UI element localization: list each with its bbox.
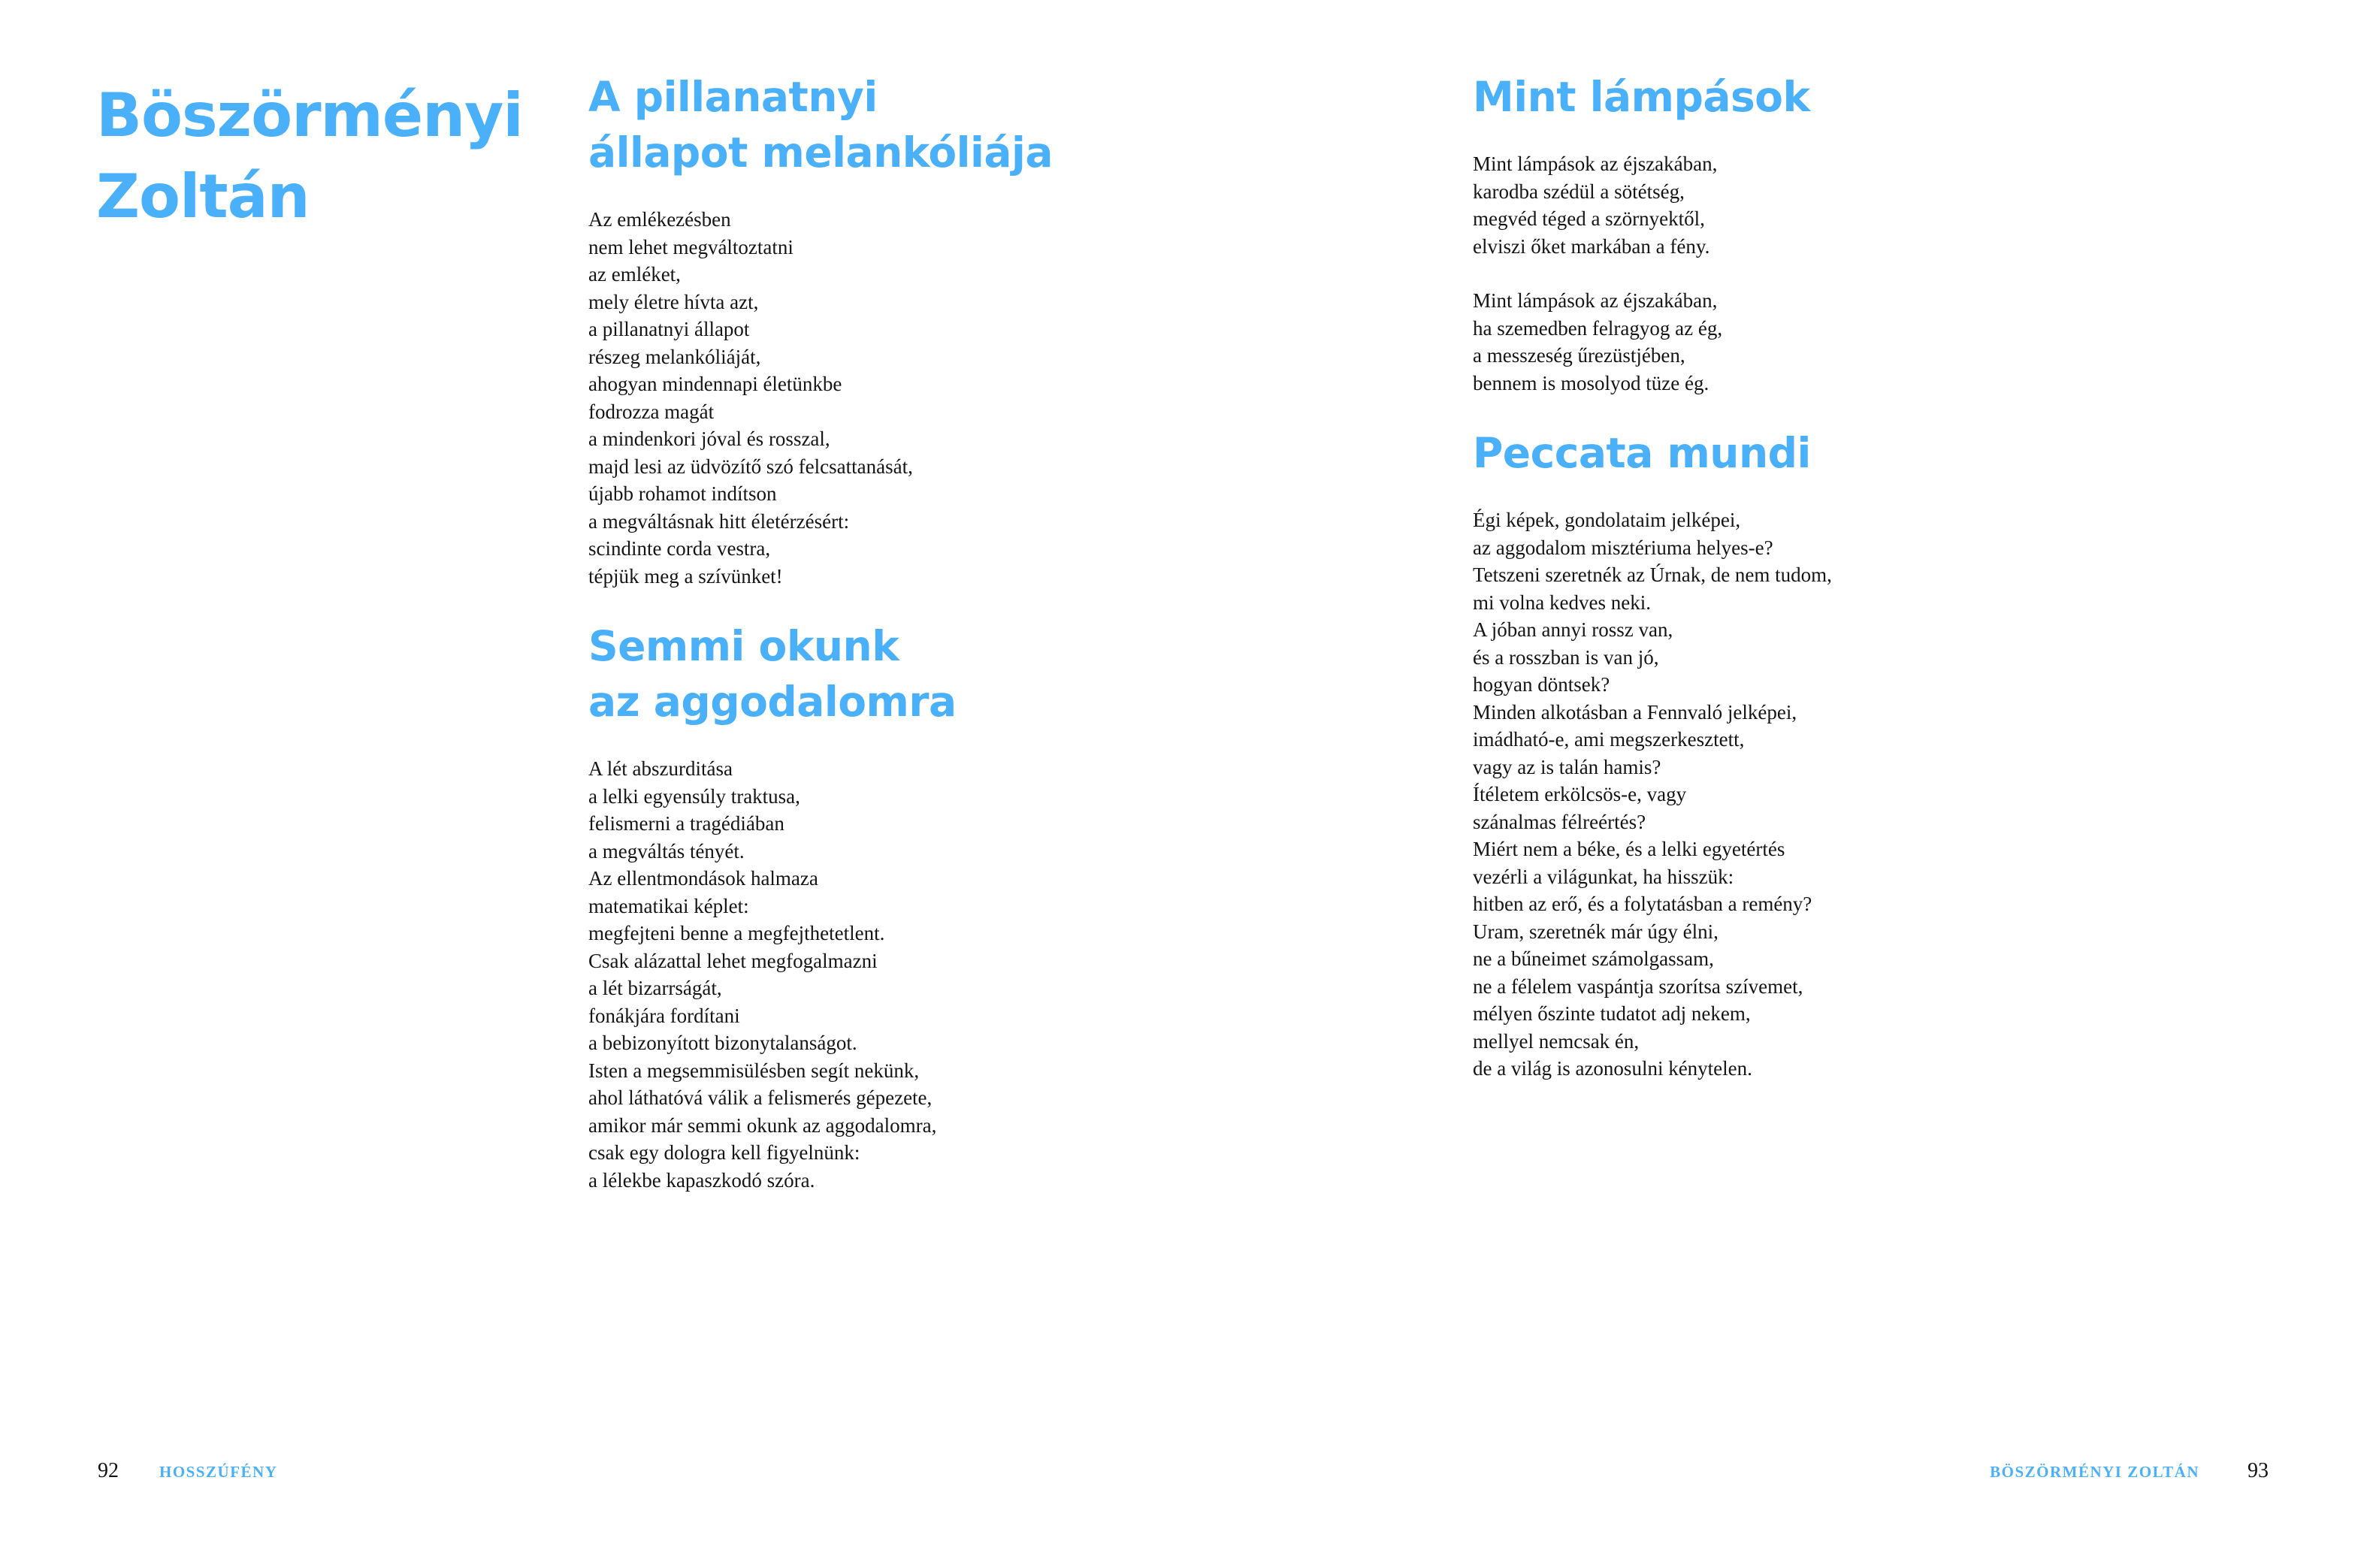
verse-line: de a világ is azonosulni kénytelen. xyxy=(1473,1057,1752,1080)
verse-line: elviszi őket markában a fény. xyxy=(1473,234,1710,258)
verse-line: karodba szédül a sötétség, xyxy=(1473,180,1685,203)
verse-line: felismerni a tragédiában xyxy=(588,812,784,835)
verse-line: az aggodalom misztériuma helyes-e? xyxy=(1473,536,1773,559)
verse-line: ahol láthatóvá válik a felismerés gépezete, xyxy=(588,1086,933,1109)
verse-line: ha szemedben felragyog az ég, xyxy=(1473,316,1723,340)
verse-line: a lélekbe kapaszkodó szóra. xyxy=(588,1168,815,1192)
verse-line: matematikai képlet: xyxy=(588,894,749,917)
verse-line: Mint lámpások az éjszakában, xyxy=(1473,289,1718,312)
verse-line: csak egy dologra kell figyelnünk: xyxy=(588,1141,860,1164)
verse-line: vagy az is talán hamis? xyxy=(1473,755,1661,778)
verse-line: a mindenkori jóval és rosszal, xyxy=(588,427,830,450)
verse-line: a megváltásnak hitt életérzésért: xyxy=(588,509,850,533)
poem-a-pillanatnyi-allapot xyxy=(588,69,1054,590)
verse-line: nem lehet megváltoztatni xyxy=(588,235,794,258)
verse-line: Miért nem a béke, és a lelki egyetértés xyxy=(1473,838,1785,860)
author-name-line-2: Zoltán xyxy=(96,162,310,231)
left-page-footer xyxy=(98,1459,277,1489)
verse-line: a lelki egyensúly traktusa, xyxy=(588,784,800,808)
verse-line: ne a félelem vaspántja szorítsa szívemet, xyxy=(1473,974,1803,998)
page-number: 92 xyxy=(98,1459,119,1482)
poem-title-line: Mint lámpások xyxy=(1473,73,1810,121)
verse-line: fonákjára fordítani xyxy=(588,1004,740,1027)
running-head-book-title: HOSSZÚFÉNY xyxy=(159,1463,278,1481)
verse-line: vezérli a világunkat, ha hisszük: xyxy=(1473,865,1734,888)
verse-line: scindinte corda vestra, xyxy=(588,537,771,560)
verse-line: újabb rohamot indítson xyxy=(588,482,777,505)
verse-line: mi volna kedves neki. xyxy=(1473,591,1651,614)
verse-line: mélyen őszinte tudatot adj nekem, xyxy=(1473,1002,1751,1025)
verse-line: a bebizonyított bizonytalanságot. xyxy=(588,1032,857,1054)
poem-title-line: Semmi okunk xyxy=(588,622,899,670)
verse-line: a pillanatnyi állapot xyxy=(588,318,750,340)
poem-title xyxy=(1473,69,1939,125)
right-poems-column xyxy=(1473,69,1939,1111)
verse-line: megfejteni benne a megfejthetetlent. xyxy=(588,922,885,944)
verse-line: hitben az erő, és a folytatásban a remény? xyxy=(1473,893,1812,915)
verse-line: az emléket, xyxy=(588,263,681,286)
verse-line: tépjük meg a szívünket! xyxy=(588,564,783,588)
poem-title xyxy=(588,69,1054,180)
poem-title-line: állapot melankóliája xyxy=(588,128,1053,177)
verse-line: ahogyan mindennapi életünkbe xyxy=(588,373,842,395)
poem-semmi-okunk xyxy=(588,618,1054,1194)
verse-line: imádható-e, ami megszerkesztett, xyxy=(1473,728,1745,751)
verse-line: A jóban annyi rossz van, xyxy=(1473,618,1673,641)
poem-title-line: az aggodalomra xyxy=(588,678,957,726)
verse-line: Égi képek, gondolataim jelképei, xyxy=(1473,509,1741,531)
right-page-footer xyxy=(1990,1459,2269,1489)
verse-line: bennem is mosolyod tüze ég. xyxy=(1473,371,1710,394)
verse-line: szánalmas félreértés? xyxy=(1473,810,1646,833)
poem-mint-lampasok xyxy=(1473,69,1939,397)
verse-line: Uram, szeretnék már úgy élni, xyxy=(1473,920,1719,943)
page-number: 93 xyxy=(2248,1459,2269,1482)
verse-line: részeg melankóliáját, xyxy=(588,345,761,368)
verse-line: mellyel nemcsak én, xyxy=(1473,1029,1640,1053)
stanza xyxy=(588,755,1054,1194)
stanza xyxy=(1473,150,1939,260)
right-page xyxy=(1184,0,2367,1568)
poem-title-line: Peccata mundi xyxy=(1473,429,1811,477)
verse-line: a megváltás tényét. xyxy=(588,839,745,863)
verse-line: amikor már semmi okunk az aggodalomra, xyxy=(588,1113,937,1137)
poem-title-line: A pillanatnyi xyxy=(588,73,878,121)
verse-line: Csak alázattal lehet megfogalmazni xyxy=(588,949,878,972)
verse-line: megvéd téged a szörnyektől, xyxy=(1473,207,1705,230)
verse-line: hogyan döntsek? xyxy=(1473,673,1610,696)
verse-line: mely életre hívta azt, xyxy=(588,290,759,313)
verse-line: Mint lámpások az éjszakában, xyxy=(1473,153,1718,175)
verse-line: Ítéletem erkölcsös-e, vagy xyxy=(1473,783,1687,805)
stanza xyxy=(1473,506,1939,1083)
stanza xyxy=(1473,287,1939,397)
left-poems-column xyxy=(588,69,1054,1222)
stanza xyxy=(588,206,1054,590)
verse-line: a messzeség űrezüstjében, xyxy=(1473,344,1685,367)
poem-title xyxy=(1473,425,1939,481)
verse-line: majd lesi az üdvözítő szó felcsattanását, xyxy=(588,455,913,478)
running-head-author: BÖSZÖRMÉNYI ZOLTÁN xyxy=(1990,1463,2199,1481)
verse-line: a lét bizarrságát, xyxy=(588,977,722,999)
verse-line: ne a bűneimet számolgassam, xyxy=(1473,947,1714,970)
author-name-heading xyxy=(96,75,523,237)
verse-line: Minden alkotásban a Fennvaló jelképei, xyxy=(1473,700,1797,724)
verse-line: Tetszeni szeretnék az Úrnak, de nem tudom, xyxy=(1473,563,1832,586)
poem-title xyxy=(588,618,1054,730)
verse-line: A lét abszurditása xyxy=(588,757,733,780)
verse-line: Isten a megsemmisülésben segít nekünk, xyxy=(588,1059,920,1082)
author-name-line-1: Böszörményi xyxy=(96,80,523,150)
verse-line: Az emlékezésben xyxy=(588,208,731,231)
verse-line: és a rosszban is van jó, xyxy=(1473,645,1659,669)
verse-line: fodrozza magát xyxy=(588,400,715,423)
verse-line: Az ellentmondások halmaza xyxy=(588,867,818,890)
poem-peccata-mundi xyxy=(1473,425,1939,1083)
